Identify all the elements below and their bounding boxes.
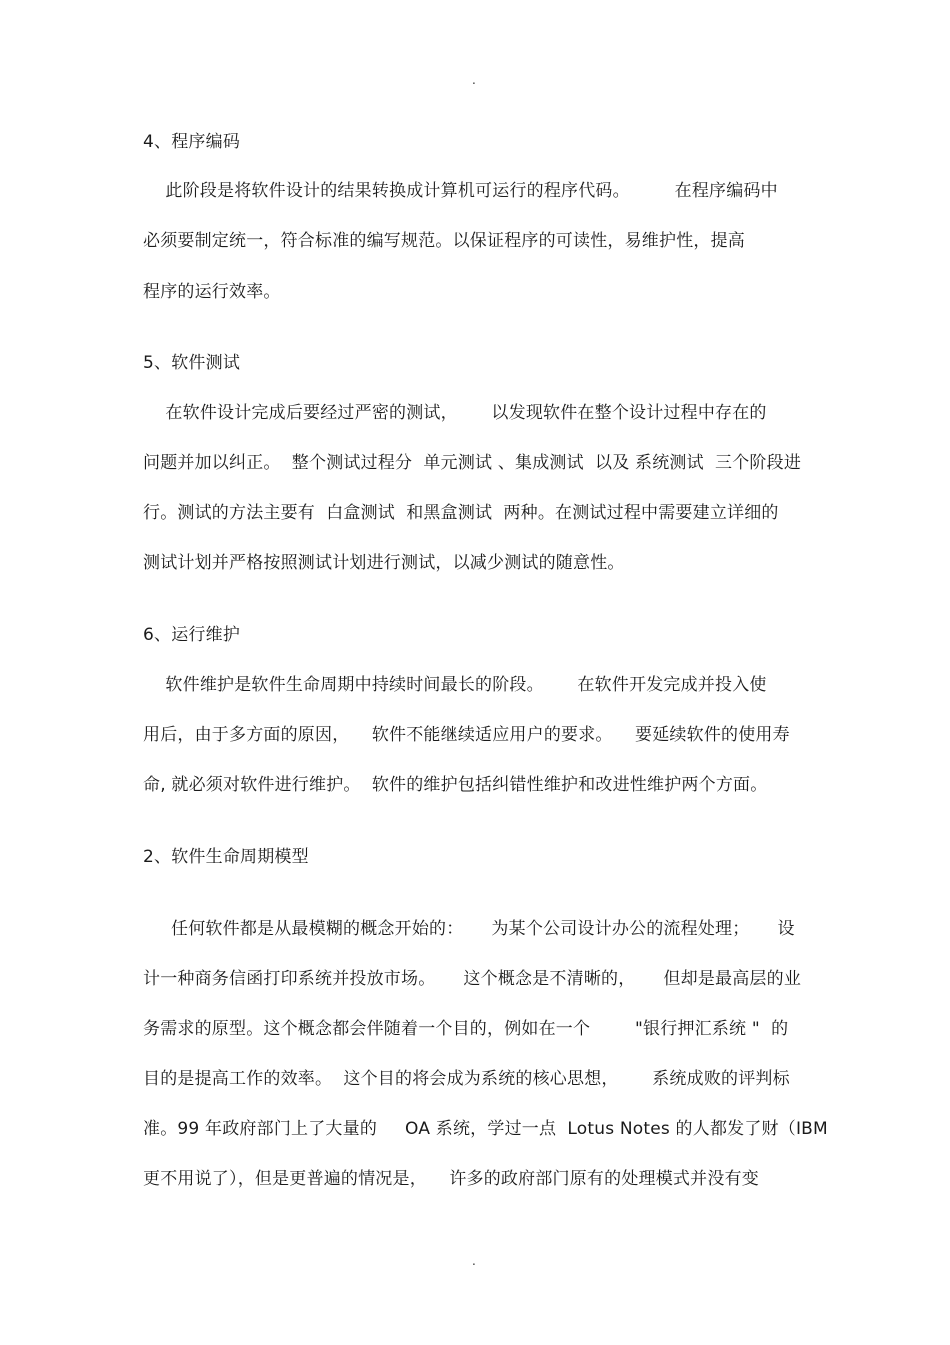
- page-bottom-dot: .: [472, 1254, 476, 1268]
- section-heading-operation-maintenance: 6、运行维护: [143, 625, 241, 645]
- paragraph-line: 用后，由于多方面的原因， 软件不能继续适应用户的要求。 要延续软件的使用寿: [143, 725, 790, 745]
- paragraph-line: 准。99 年政府部门上了大量的 OA 系统，学过一点 Lotus Notes 的人都发了财（IBM: [143, 1119, 828, 1139]
- paragraph-line: 软件维护是软件生命周期中持续时间最长的阶段。 在软件开发完成并投入使: [143, 675, 767, 695]
- paragraph-line: 更不用说了），但是更普遍的情况是， 许多的政府部门原有的处理模式并没有变: [143, 1169, 759, 1189]
- page-top-dot: .: [472, 73, 476, 87]
- paragraph-line: 必须要制定统一，符合标准的编写规范。以保证程序的可读性，易维护性，提高: [143, 231, 745, 251]
- paragraph-line: 行。测试的方法主要有 白盒测试 和黑盒测试 两种。在测试过程中需要建立详细的: [143, 503, 779, 523]
- paragraph-line: 测试计划并严格按照测试计划进行测试，以减少测试的随意性。: [143, 553, 625, 573]
- paragraph-line: 此阶段是将软件设计的结果转换成计算机可运行的程序代码。 在程序编码中: [143, 181, 778, 201]
- paragraph-line: 任何软件都是从最模糊的概念开始的： 为某个公司设计办公的流程处理； 设: [143, 919, 795, 939]
- paragraph-line: 问题并加以纠正。 整个测试过程分 单元测试 、集成测试 以及 系统测试 三个阶段进: [143, 453, 802, 473]
- section-heading-software-testing: 5、软件测试: [143, 353, 241, 373]
- paragraph-line: 目的是提高工作的效率。 这个目的将会成为系统的核心思想， 系统成败的评判标: [143, 1069, 790, 1089]
- paragraph-line: 务需求的原型。这个概念都会伴随着一个目的，例如在一个 "银行押汇系统 " 的: [143, 1019, 789, 1039]
- paragraph-line: 程序的运行效率。: [143, 282, 281, 302]
- paragraph-line: 在软件设计完成后要经过严密的测试， 以发现软件在整个设计过程中存在的: [143, 403, 767, 423]
- paragraph-line: 命, 就必须对软件进行维护。 软件的维护包括纠错性维护和改进性维护两个方面。: [143, 775, 768, 795]
- section-heading-program-coding: 4、程序编码: [143, 132, 241, 152]
- paragraph-line: 计一种商务信函打印系统并投放市场。 这个概念是不清晰的， 但却是最高层的业: [143, 969, 802, 989]
- section-heading-lifecycle-model: 2、软件生命周期模型: [143, 847, 309, 867]
